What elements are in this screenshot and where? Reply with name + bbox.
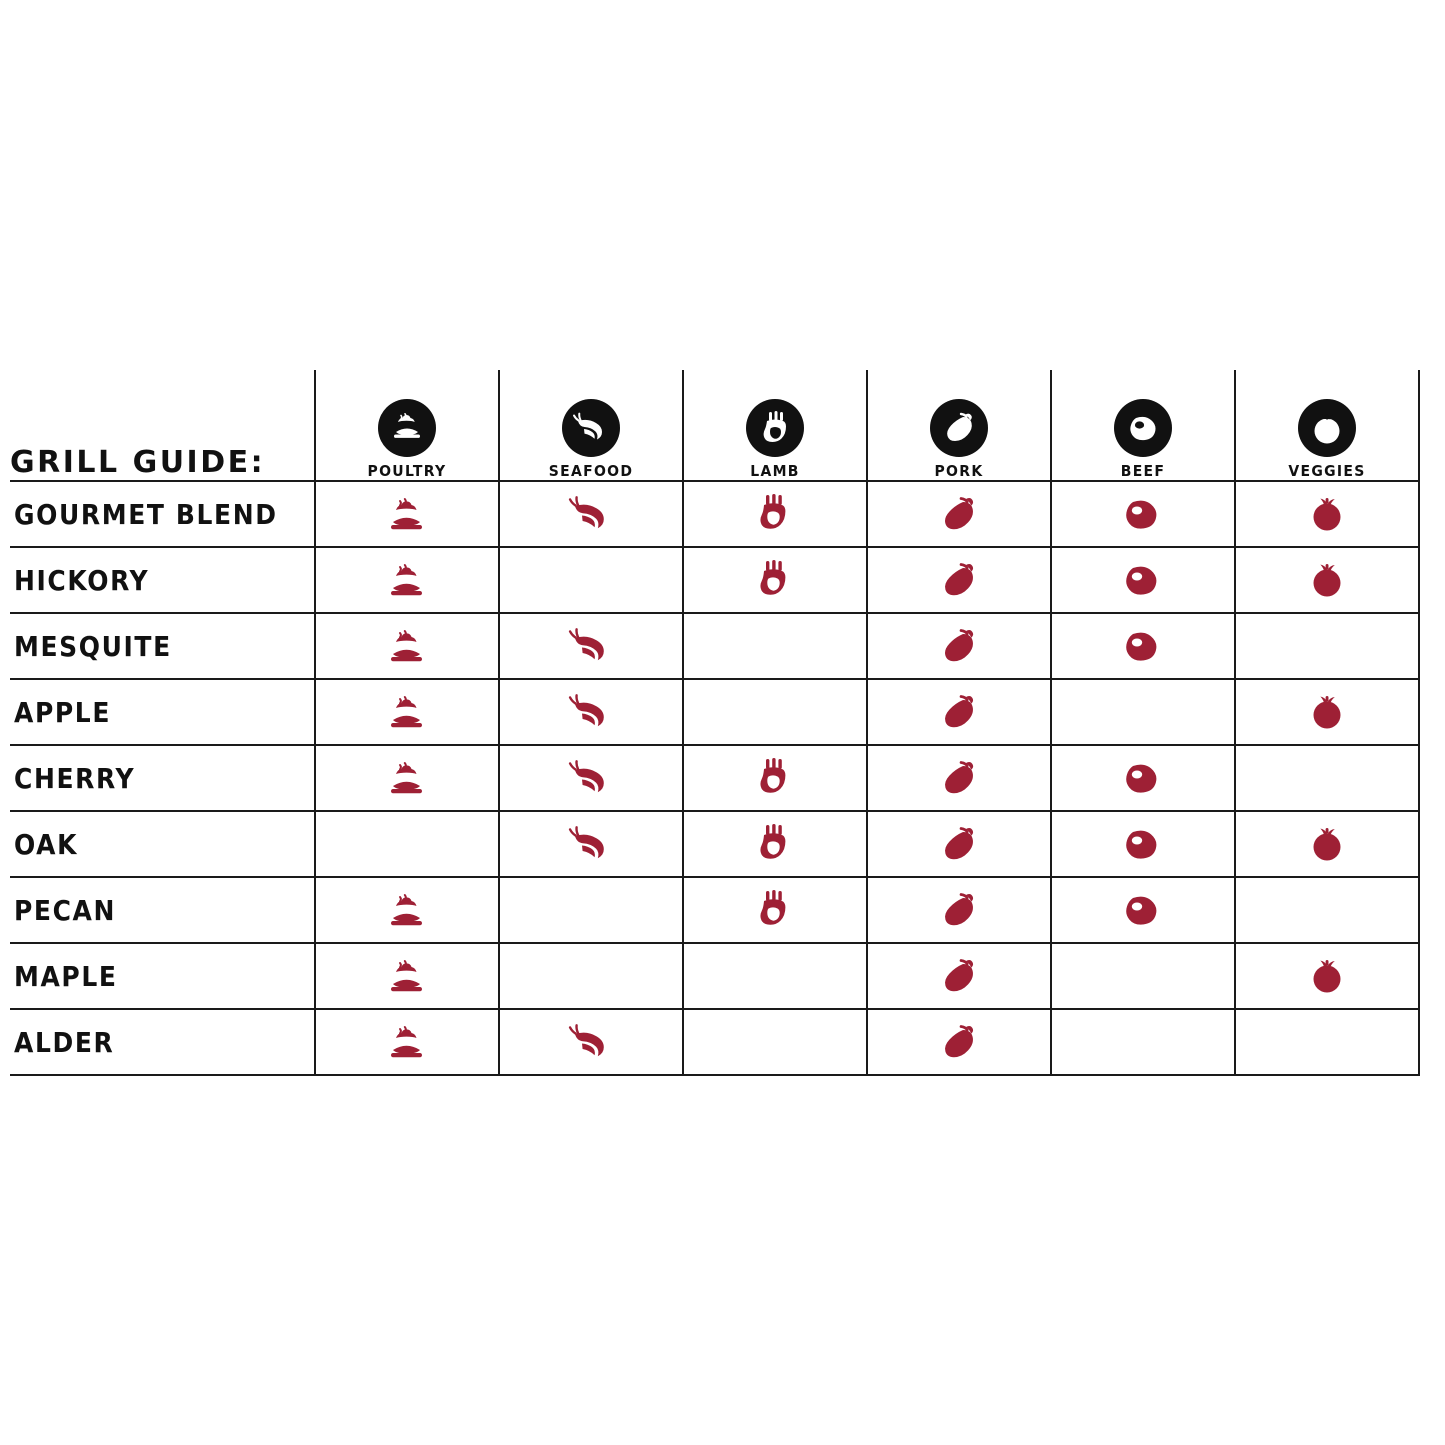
- tomato-mark-icon: [1299, 488, 1355, 538]
- lamb-chop-mark-icon: [747, 752, 803, 802]
- cell-oak-pork: [867, 811, 1051, 877]
- cell-mesquite-poultry: [315, 613, 499, 679]
- cell-alder-poultry: [315, 1009, 499, 1075]
- cell-pecan-poultry: [315, 877, 499, 943]
- page-title: GRILL GUIDE:: [10, 445, 266, 480]
- empty-cell: [316, 812, 498, 876]
- table-row: [10, 811, 1419, 877]
- cell-alder-pork: [867, 1009, 1051, 1075]
- empty-cell: [684, 1010, 866, 1074]
- poultry-icon: [378, 399, 436, 457]
- steak-mark-icon: [1115, 819, 1171, 869]
- cell-oak-veggies: [1235, 811, 1419, 877]
- cell-cherry-veggies: [1235, 745, 1419, 811]
- cell-maple-veggies: [1235, 943, 1419, 1009]
- tomato-mark-icon: [1299, 686, 1355, 736]
- cell-apple-pork: [867, 679, 1051, 745]
- cell-gourmet-blend-beef: [1051, 481, 1235, 547]
- tomato-mark-icon: [1299, 818, 1355, 868]
- column-header-seafood: [499, 370, 683, 481]
- row-label: HICKORY: [10, 547, 315, 613]
- column-header-beef: [1051, 370, 1235, 481]
- cell-cherry-lamb: [683, 745, 867, 811]
- tomato-mark-icon: [1299, 950, 1355, 1000]
- row-label: OAK: [10, 811, 315, 877]
- cell-oak-beef: [1051, 811, 1235, 877]
- steak-mark-icon: [1115, 621, 1171, 671]
- cell-pecan-pork: [867, 877, 1051, 943]
- column-header-label: POULTRY: [367, 463, 447, 481]
- table-row: [10, 481, 1419, 547]
- lamb-chop-mark-icon: [747, 554, 803, 604]
- cell-gourmet-blend-pork: [867, 481, 1051, 547]
- cell-mesquite-lamb: [683, 613, 867, 679]
- cell-hickory-beef: [1051, 547, 1235, 613]
- grill-guide-table: [10, 370, 1420, 1076]
- cell-maple-lamb: [683, 943, 867, 1009]
- steak-mark-icon: [1115, 885, 1171, 935]
- column-header-label: BEEF: [1120, 463, 1166, 481]
- row-label: ALDER: [10, 1009, 315, 1075]
- grill-guide-container: [10, 370, 1425, 1076]
- table-row: [10, 943, 1419, 1009]
- cell-oak-poultry: [315, 811, 499, 877]
- empty-cell: [1052, 944, 1234, 1008]
- cell-oak-lamb: [683, 811, 867, 877]
- cell-gourmet-blend-veggies: [1235, 481, 1419, 547]
- ham-mark-icon: [931, 950, 987, 1000]
- cell-hickory-pork: [867, 547, 1051, 613]
- empty-cell: [684, 680, 866, 744]
- cell-alder-seafood: [499, 1009, 683, 1075]
- cell-apple-seafood: [499, 679, 683, 745]
- lamb-chop-mark-icon: [747, 818, 803, 868]
- cell-oak-seafood: [499, 811, 683, 877]
- cell-maple-poultry: [315, 943, 499, 1009]
- ham-mark-icon: [931, 488, 987, 538]
- ham-icon: [930, 399, 988, 457]
- table-row: [10, 877, 1419, 943]
- steak-icon: [1114, 399, 1172, 457]
- cell-alder-lamb: [683, 1009, 867, 1075]
- empty-cell: [684, 614, 866, 678]
- ham-mark-icon: [931, 554, 987, 604]
- cell-cherry-beef: [1051, 745, 1235, 811]
- cell-apple-poultry: [315, 679, 499, 745]
- lamb-chop-mark-icon: [747, 884, 803, 934]
- table-row: [10, 1009, 1419, 1075]
- table-row: [10, 679, 1419, 745]
- empty-cell: [1052, 1010, 1234, 1074]
- row-label: MESQUITE: [10, 613, 315, 679]
- column-header-label: LAMB: [750, 463, 800, 481]
- table-row: [10, 613, 1419, 679]
- cell-cherry-pork: [867, 745, 1051, 811]
- table-body: [10, 481, 1419, 1075]
- empty-cell: [1052, 680, 1234, 744]
- steak-mark-icon: [1115, 753, 1171, 803]
- cell-maple-pork: [867, 943, 1051, 1009]
- cell-gourmet-blend-lamb: [683, 481, 867, 547]
- column-header-label: VEGGIES: [1288, 463, 1366, 481]
- column-header-label: PORK: [934, 463, 984, 481]
- poultry-mark-icon: [379, 885, 435, 935]
- cell-pecan-seafood: [499, 877, 683, 943]
- empty-cell: [1236, 878, 1418, 942]
- column-header-poultry: [315, 370, 499, 481]
- poultry-mark-icon: [379, 621, 435, 671]
- empty-cell: [500, 878, 682, 942]
- cell-gourmet-blend-poultry: [315, 481, 499, 547]
- cell-hickory-poultry: [315, 547, 499, 613]
- steak-mark-icon: [1115, 555, 1171, 605]
- lamb-chop-mark-icon: [747, 488, 803, 538]
- row-label: APPLE: [10, 679, 315, 745]
- cell-maple-beef: [1051, 943, 1235, 1009]
- column-header-lamb: [683, 370, 867, 481]
- shrimp-icon: [562, 399, 620, 457]
- cell-hickory-seafood: [499, 547, 683, 613]
- empty-cell: [1236, 1010, 1418, 1074]
- shrimp-mark-icon: [563, 753, 619, 803]
- cell-cherry-poultry: [315, 745, 499, 811]
- cell-mesquite-seafood: [499, 613, 683, 679]
- cell-pecan-veggies: [1235, 877, 1419, 943]
- lamb-chop-icon: [746, 399, 804, 457]
- ham-mark-icon: [931, 686, 987, 736]
- poultry-mark-icon: [379, 687, 435, 737]
- cell-apple-veggies: [1235, 679, 1419, 745]
- cell-alder-beef: [1051, 1009, 1235, 1075]
- ham-mark-icon: [931, 1016, 987, 1066]
- poultry-mark-icon: [379, 753, 435, 803]
- cell-alder-veggies: [1235, 1009, 1419, 1075]
- ham-mark-icon: [931, 620, 987, 670]
- poultry-mark-icon: [379, 951, 435, 1001]
- cell-pecan-lamb: [683, 877, 867, 943]
- cell-mesquite-veggies: [1235, 613, 1419, 679]
- row-label: GOURMET BLEND: [10, 481, 315, 547]
- empty-cell: [1236, 614, 1418, 678]
- row-label: MAPLE: [10, 943, 315, 1009]
- poultry-mark-icon: [379, 1017, 435, 1067]
- cell-hickory-lamb: [683, 547, 867, 613]
- poultry-mark-icon: [379, 555, 435, 605]
- cell-mesquite-beef: [1051, 613, 1235, 679]
- tomato-icon: [1298, 399, 1356, 457]
- shrimp-mark-icon: [563, 489, 619, 539]
- cell-gourmet-blend-seafood: [499, 481, 683, 547]
- shrimp-mark-icon: [563, 1017, 619, 1067]
- cell-maple-seafood: [499, 943, 683, 1009]
- empty-cell: [1236, 746, 1418, 810]
- table-row: [10, 745, 1419, 811]
- empty-cell: [684, 944, 866, 1008]
- shrimp-mark-icon: [563, 819, 619, 869]
- ham-mark-icon: [931, 884, 987, 934]
- shrimp-mark-icon: [563, 621, 619, 671]
- table-header-row: [10, 370, 1419, 481]
- ham-mark-icon: [931, 818, 987, 868]
- cell-hickory-veggies: [1235, 547, 1419, 613]
- cell-mesquite-pork: [867, 613, 1051, 679]
- column-header-veggies: [1235, 370, 1419, 481]
- row-label: CHERRY: [10, 745, 315, 811]
- empty-cell: [500, 548, 682, 612]
- tomato-mark-icon: [1299, 554, 1355, 604]
- cell-pecan-beef: [1051, 877, 1235, 943]
- cell-cherry-seafood: [499, 745, 683, 811]
- ham-mark-icon: [931, 752, 987, 802]
- empty-cell: [500, 944, 682, 1008]
- shrimp-mark-icon: [563, 687, 619, 737]
- row-label: PECAN: [10, 877, 315, 943]
- table-row: [10, 547, 1419, 613]
- column-header-pork: [867, 370, 1051, 481]
- steak-mark-icon: [1115, 489, 1171, 539]
- column-header-label: SEAFOOD: [548, 463, 634, 481]
- cell-apple-beef: [1051, 679, 1235, 745]
- poultry-mark-icon: [379, 489, 435, 539]
- cell-apple-lamb: [683, 679, 867, 745]
